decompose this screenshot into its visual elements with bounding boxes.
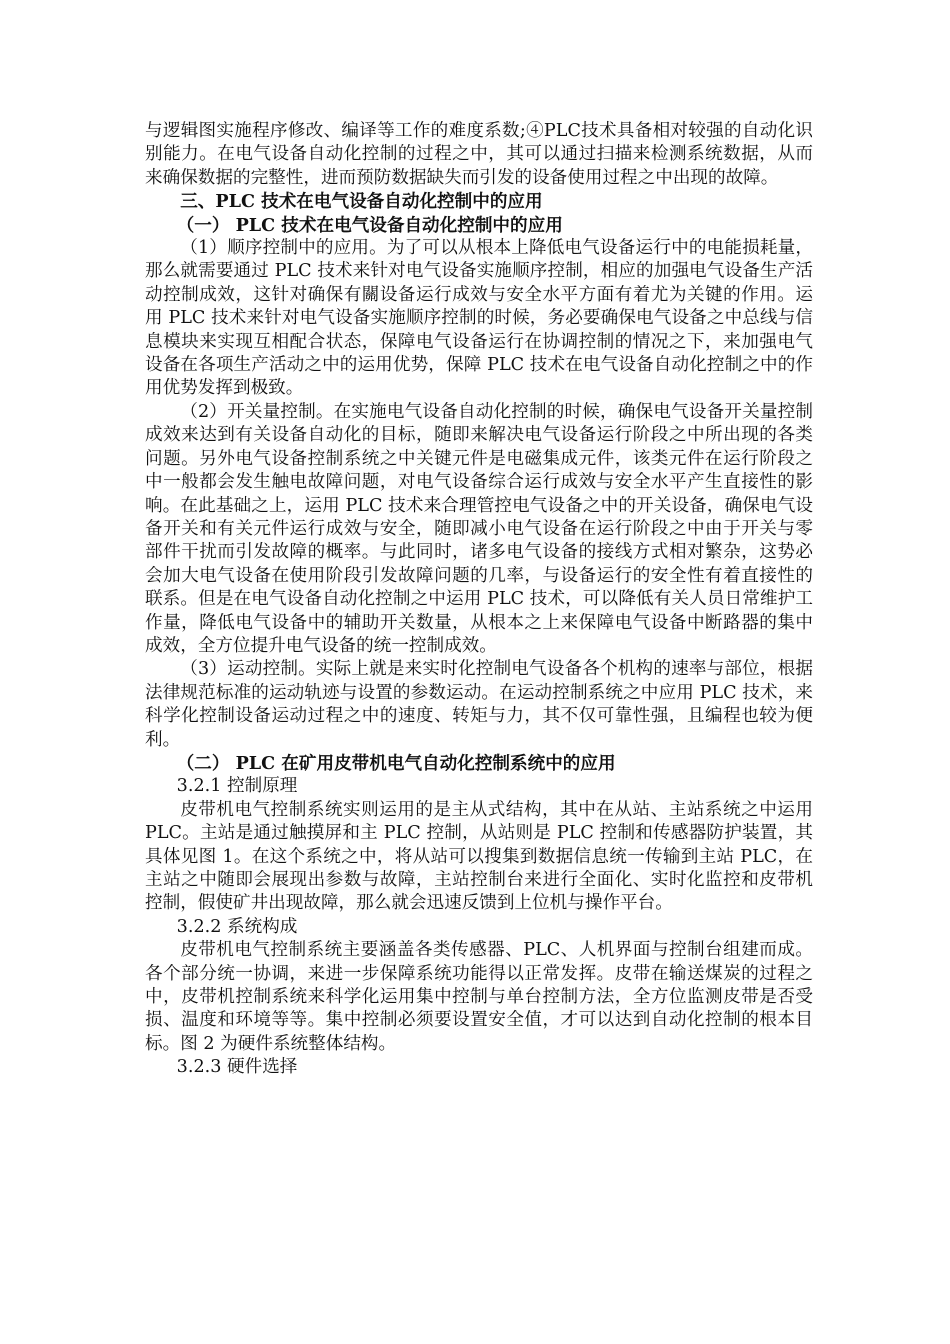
subsubsection-heading-322: 3.2.2 系统构成 <box>176 916 298 937</box>
paragraph-switch-control: （2）开关量控制。在实施电气设备自动化控制的时候，确保电气设备开关量控制成效来达到有关设备自动化的目标，随即来解决电气设备运行阶段之中所出现的各类问题。另外电气设备控制系统之中关键元件是电磁集成元件，该类元件在运行阶段之中一般都会发生触电故障问题，对电气设备综合运行成效与安全水平产生直接性的影响。在此基础之上，运用 PLC 技术来合理管控电气设备之中的开关设备，确保电气设备开关和有关元件运行成效与安全，随即减小电气设备在运行阶段之中由于开关与零部件干扰而引发故障的概率。与此同时，诸多电气设备的接线方式相对繁杂，这势必会加大电气设备在使用阶段引发故障问题的几率，与设备运行的安全性有着直接性的联系。但是在电气设备自动化控制之中运用 PLC 技术，可以降低有关人员日常维护工作量，降低电气设备中的辅助开关数量，从根本之上来保障电气设备中断路器的集中成效，全方位提升电气设备的统一控制成效。 <box>145 401 813 656</box>
subsection-heading-2: （二） PLC 在矿用皮带机电气自动化控制系统中的应用 <box>176 752 616 774</box>
section-heading-3: 三、PLC 技术在电气设备自动化控制中的应用 <box>180 191 543 213</box>
paragraph-sequence-control: （1）顺序控制中的应用。为了可以从根本上降低电气设备运行中的电能损耗量，那么就需要通过 PLC 技术来针对电气设备实施顺序控制，相应的加强电气设备生产活动控制成效，这针对确保有關设备运行成效与安全水平方面有着尤为关键的作用。运用 PLC 技术来针对电气设备实施顺序控制的时候，务必要确保电气设备之中总线与信息模块来实现互相配合状态，保障电气设备运行在协调控制的情况之下，来加强电气设备在各项生产活动之中的运用优势，保障 PLC 技术在电气设备自动化控制之中的作用优势发挥到极致。 <box>145 238 813 399</box>
subsection-heading-1: （一） PLC 技术在电气设备自动化控制中的应用 <box>176 214 563 236</box>
subsubsection-heading-321: 3.2.1 控制原理 <box>176 776 298 797</box>
paragraph-control-principle: 皮带机电气控制系统实则运用的是主从式结构，其中在从站、主站系统之中运用 PLC。主站是通过触摸屏和主 PLC 控制，从站则是 PLC 控制和传感器防护装置，其具体见图 1。在这个系统之中，将从站可以搜集到数据信息统一传输到主站 PLC，在主站之中随即会展现出参数与故障，主站控制台来进行全面化、实时化监控和皮带机控制，假使矿井出现故障，那么就会迅速反馈到上位机与操作平台。 <box>145 799 813 914</box>
document-body <box>145 120 813 1080</box>
paragraph-system-composition: 皮带机电气控制系统主要涵盖各类传感器、PLC、人机界面与控制台组建而成。各个部分统一协调，来进一步保障系统功能得以正常发挥。皮带在输送煤炭的过程之中，皮带机控制系统来科学化运用集中控制与单台控制方法，全方位监测皮带是否受损、温度和环境等等。集中控制必须要设置安全值，才可以达到自动化控制的根本目标。图 2 为硬件系统整体结构。 <box>145 940 813 1054</box>
paragraph-motion-control: （3）运动控制。实际上就是来实时化控制电气设备各个机构的速率与部位，根据法律规范标准的运动轨迹与设置的参数运动。在运动控制系统之中应用 PLC 技术，来科学化控制设备运动过程之中的速度、转矩与力，其不仅可靠性强，且编程也较为便利。 <box>145 659 813 750</box>
subsubsection-heading-323: 3.2.3 硬件选择 <box>176 1057 298 1078</box>
paragraph-intro: 与逻辑图实施程序修改、编译等工作的难度系数;④PLC技术具备相对较强的自动化识别能力。在电气设备自动化控制的过程之中，其可以通过扫描来检测系统数据，从而来确保数据的完整性，进而预防数据缺失而引发的设备使用过程之中出现的故障。 <box>145 121 813 188</box>
